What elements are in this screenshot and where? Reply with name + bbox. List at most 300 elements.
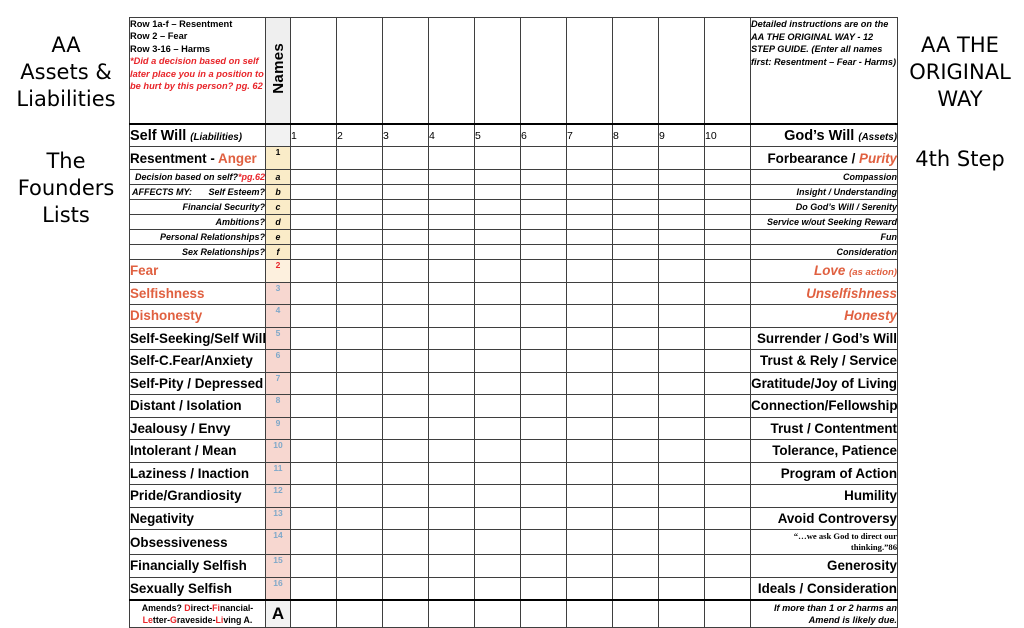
row-11-number: 11 xyxy=(266,462,291,485)
row-14-entry-5[interactable] xyxy=(475,530,521,555)
row-2-entry-7[interactable] xyxy=(567,260,613,283)
subrow-a-entry-2[interactable] xyxy=(337,170,383,185)
subrow-d-entry-1[interactable] xyxy=(291,215,337,230)
subrow-c-asset: Do God’s Will / Serenity xyxy=(751,200,898,215)
subrow-d-letter: d xyxy=(266,215,291,230)
row-12-entry-7[interactable] xyxy=(567,485,613,508)
row-10-entry-7[interactable] xyxy=(567,440,613,463)
subrow-c-entry-7[interactable] xyxy=(567,200,613,215)
row-14-entry-9[interactable] xyxy=(659,530,705,555)
row-11-entry-6[interactable] xyxy=(521,462,567,485)
subrow-e-entry-8[interactable] xyxy=(613,230,659,245)
subrow-f-entry-7[interactable] xyxy=(567,245,613,260)
subrow-e-entry-5[interactable] xyxy=(475,230,521,245)
inventory-row xyxy=(130,350,898,373)
row-6-entry-10[interactable] xyxy=(705,350,751,373)
row-2-entry-3[interactable] xyxy=(383,260,429,283)
row-10-entry-9[interactable] xyxy=(659,440,705,463)
row-2-entry-4[interactable] xyxy=(429,260,475,283)
amends-entry-6[interactable] xyxy=(521,600,567,628)
row-10-entry-5[interactable] xyxy=(475,440,521,463)
row-10-entry-1[interactable] xyxy=(291,440,337,463)
row-4-entry-9[interactable] xyxy=(659,305,705,328)
row-12-entry-10[interactable] xyxy=(705,485,751,508)
row-4-entry-7[interactable] xyxy=(567,305,613,328)
row-7-entry-4[interactable] xyxy=(429,372,475,395)
row-15-entry-5[interactable] xyxy=(475,555,521,578)
row-16-entry-3[interactable] xyxy=(383,577,429,600)
row-1-entry-6[interactable] xyxy=(521,147,567,170)
row-2-entry-9[interactable] xyxy=(659,260,705,283)
row-1-asset xyxy=(751,147,898,170)
row-6-entry-6[interactable] xyxy=(521,350,567,373)
subrow-d-entry-2[interactable] xyxy=(337,215,383,230)
row-2-entry-5[interactable] xyxy=(475,260,521,283)
inventory-grid xyxy=(129,17,898,628)
row-3-entry-3[interactable] xyxy=(383,282,429,305)
row-9-entry-4[interactable] xyxy=(429,417,475,440)
amends-entry-8[interactable] xyxy=(613,600,659,628)
row-11-entry-7[interactable] xyxy=(567,462,613,485)
row-7-entry-7[interactable] xyxy=(567,372,613,395)
row-8-entry-2[interactable] xyxy=(337,395,383,418)
subrow-f-entry-2[interactable] xyxy=(337,245,383,260)
column-number-10: 10 xyxy=(705,124,751,147)
subrow-c-entry-9[interactable] xyxy=(659,200,705,215)
row-4-entry-1[interactable] xyxy=(291,305,337,328)
row-12-number: 12 xyxy=(266,485,291,508)
row-16-entry-6[interactable] xyxy=(521,577,567,600)
subrow-b-entry-7[interactable] xyxy=(567,185,613,200)
row-1-asset-accent: Purity xyxy=(859,150,897,166)
amends-note: If more than 1 or 2 harms an Amend is likely due. xyxy=(751,600,898,628)
row-14-entry-10[interactable] xyxy=(705,530,751,555)
subrow-e-entry-2[interactable] xyxy=(337,230,383,245)
subrow-f-entry-6[interactable] xyxy=(521,245,567,260)
amends-entry-3[interactable] xyxy=(383,600,429,628)
header-band-entry-4[interactable] xyxy=(429,18,475,125)
row-10-entry-2[interactable] xyxy=(337,440,383,463)
inventory-row xyxy=(130,577,898,600)
row-13-entry-8[interactable] xyxy=(613,507,659,530)
row-9-liability xyxy=(130,417,266,440)
row-16-entry-9[interactable] xyxy=(659,577,705,600)
subrow-a-question: Decision based on self? xyxy=(134,172,238,182)
row-9-entry-10[interactable] xyxy=(705,417,751,440)
row-2-entry-8[interactable] xyxy=(613,260,659,283)
subrow-a-entry-9[interactable] xyxy=(659,170,705,185)
row-4-entry-2[interactable] xyxy=(337,305,383,328)
row-12-asset-text: Humility xyxy=(844,488,897,504)
row-13-entry-2[interactable] xyxy=(337,507,383,530)
subrow-c-entry-1[interactable] xyxy=(291,200,337,215)
subrow-f-entry-10[interactable] xyxy=(705,245,751,260)
number-column-header xyxy=(266,124,291,147)
row-3-entry-7[interactable] xyxy=(567,282,613,305)
header-band-entry-3[interactable] xyxy=(383,18,429,125)
row-11-entry-10[interactable] xyxy=(705,462,751,485)
row-10-entry-8[interactable] xyxy=(613,440,659,463)
row-2-asset-text: Love xyxy=(814,263,846,279)
inventory-subrow xyxy=(130,215,898,230)
row-5-entry-4[interactable] xyxy=(429,327,475,350)
row-5-entry-5[interactable] xyxy=(475,327,521,350)
row-1-entry-8[interactable] xyxy=(613,147,659,170)
amends-label xyxy=(130,600,266,628)
row-15-entry-1[interactable] xyxy=(291,555,337,578)
amends-label-line-2: Letter-Graveside-Living A. xyxy=(142,615,253,625)
row-4-number: 4 xyxy=(266,305,291,328)
row-8-entry-8[interactable] xyxy=(613,395,659,418)
row-1-entry-9[interactable] xyxy=(659,147,705,170)
row-9-entry-8[interactable] xyxy=(613,417,659,440)
header-band-entry-2[interactable] xyxy=(337,18,383,125)
row-1-entry-4[interactable] xyxy=(429,147,475,170)
row-12-entry-2[interactable] xyxy=(337,485,383,508)
row-2-entry-2[interactable] xyxy=(337,260,383,283)
row-1-entry-3[interactable] xyxy=(383,147,429,170)
subrow-a-entry-8[interactable] xyxy=(613,170,659,185)
inventory-row xyxy=(130,147,898,170)
row-7-entry-1[interactable] xyxy=(291,372,337,395)
row-14-entry-4[interactable] xyxy=(429,530,475,555)
row-11-liability xyxy=(130,462,266,485)
amends-row xyxy=(130,600,898,628)
row-16-asset-text: Ideals / Consideration xyxy=(757,580,897,596)
row-1-entry-2[interactable] xyxy=(337,147,383,170)
subrow-a-entry-6[interactable] xyxy=(521,170,567,185)
subrow-e-entry-7[interactable] xyxy=(567,230,613,245)
subrow-e-entry-6[interactable] xyxy=(521,230,567,245)
row-10-asset xyxy=(751,440,898,463)
row-6-asset-text: Trust & Rely / Service xyxy=(760,353,897,369)
row-1-entry-5[interactable] xyxy=(475,147,521,170)
header-band-entry-6[interactable] xyxy=(521,18,567,125)
amends-entry-1[interactable] xyxy=(291,600,337,628)
subrow-d-asset: Service w/out Seeking Reward xyxy=(751,215,898,230)
row-14-asset xyxy=(751,530,898,555)
inventory-row xyxy=(130,305,898,328)
row-15-entry-2[interactable] xyxy=(337,555,383,578)
row-8-entry-7[interactable] xyxy=(567,395,613,418)
inventory-row xyxy=(130,555,898,578)
row-9-entry-5[interactable] xyxy=(475,417,521,440)
row-10-entry-4[interactable] xyxy=(429,440,475,463)
subrow-b-entry-4[interactable] xyxy=(429,185,475,200)
subrow-c-entry-3[interactable] xyxy=(383,200,429,215)
row-10-entry-3[interactable] xyxy=(383,440,429,463)
row-13-entry-1[interactable] xyxy=(291,507,337,530)
row-6-entry-2[interactable] xyxy=(337,350,383,373)
row-9-entry-9[interactable] xyxy=(659,417,705,440)
subrow-a-entry-10[interactable] xyxy=(705,170,751,185)
row-2-entry-6[interactable] xyxy=(521,260,567,283)
row-1-entry-10[interactable] xyxy=(705,147,751,170)
row-1-number: 1 xyxy=(266,147,291,170)
subrow-a-entry-4[interactable] xyxy=(429,170,475,185)
amends-entry-2[interactable] xyxy=(337,600,383,628)
row-6-entry-5[interactable] xyxy=(475,350,521,373)
row-7-entry-2[interactable] xyxy=(337,372,383,395)
row-12-entry-1[interactable] xyxy=(291,485,337,508)
subrow-a-entry-7[interactable] xyxy=(567,170,613,185)
row-12-entry-4[interactable] xyxy=(429,485,475,508)
subrow-d-entry-7[interactable] xyxy=(567,215,613,230)
subrow-e-entry-1[interactable] xyxy=(291,230,337,245)
subrow-f-entry-3[interactable] xyxy=(383,245,429,260)
subrow-b-letter: b xyxy=(266,185,291,200)
row-12-entry-3[interactable] xyxy=(383,485,429,508)
row-11-entry-3[interactable] xyxy=(383,462,429,485)
header-band-entry-8[interactable] xyxy=(613,18,659,125)
row-6-entry-3[interactable] xyxy=(383,350,429,373)
row-5-entry-7[interactable] xyxy=(567,327,613,350)
row-4-entry-10[interactable] xyxy=(705,305,751,328)
row-11-entry-4[interactable] xyxy=(429,462,475,485)
row-3-entry-4[interactable] xyxy=(429,282,475,305)
row-6-entry-9[interactable] xyxy=(659,350,705,373)
row-13-entry-4[interactable] xyxy=(429,507,475,530)
subrow-f-entry-1[interactable] xyxy=(291,245,337,260)
subrow-b-entry-5[interactable] xyxy=(475,185,521,200)
row-9-entry-1[interactable] xyxy=(291,417,337,440)
row-6-liability xyxy=(130,350,266,373)
row-15-entry-6[interactable] xyxy=(521,555,567,578)
row-8-entry-6[interactable] xyxy=(521,395,567,418)
row-7-entry-5[interactable] xyxy=(475,372,521,395)
names-column-header-label: Names xyxy=(269,42,287,94)
row-7-number: 7 xyxy=(266,372,291,395)
row-3-entry-8[interactable] xyxy=(613,282,659,305)
row-4-entry-8[interactable] xyxy=(613,305,659,328)
subrow-d-entry-10[interactable] xyxy=(705,215,751,230)
row-15-liability xyxy=(130,555,266,578)
subrow-b-entry-6[interactable] xyxy=(521,185,567,200)
row-9-entry-3[interactable] xyxy=(383,417,429,440)
row-4-liability xyxy=(130,305,266,328)
row-12-entry-8[interactable] xyxy=(613,485,659,508)
row-8-entry-3[interactable] xyxy=(383,395,429,418)
subrow-f-entry-8[interactable] xyxy=(613,245,659,260)
row-16-entry-8[interactable] xyxy=(613,577,659,600)
row-16-entry-10[interactable] xyxy=(705,577,751,600)
row-6-entry-1[interactable] xyxy=(291,350,337,373)
header-band-entry-5[interactable] xyxy=(475,18,521,125)
row-7-entry-6[interactable] xyxy=(521,372,567,395)
row-10-liability-text: Intolerant / Mean xyxy=(130,443,237,459)
row-12-entry-6[interactable] xyxy=(521,485,567,508)
row-5-entry-1[interactable] xyxy=(291,327,337,350)
subrow-b-entry-8[interactable] xyxy=(613,185,659,200)
row-15-entry-9[interactable] xyxy=(659,555,705,578)
row-16-number: 16 xyxy=(266,577,291,600)
row-2-entry-10[interactable] xyxy=(705,260,751,283)
row-9-entry-7[interactable] xyxy=(567,417,613,440)
row-3-entry-5[interactable] xyxy=(475,282,521,305)
row-4-entry-6[interactable] xyxy=(521,305,567,328)
row-14-entry-2[interactable] xyxy=(337,530,383,555)
instructions-cell: Detailed instructions are on the AA THE ORIGINAL WAY - 12 STEP GUIDE. (Enter all names first: Resentment – Fear - Harms) xyxy=(751,18,898,125)
subrow-f-entry-4[interactable] xyxy=(429,245,475,260)
subrow-e-entry-10[interactable] xyxy=(705,230,751,245)
row-7-entry-8[interactable] xyxy=(613,372,659,395)
row-5-liability xyxy=(130,327,266,350)
subrow-c-entry-8[interactable] xyxy=(613,200,659,215)
subrow-d-entry-4[interactable] xyxy=(429,215,475,230)
column-number-2: 2 xyxy=(337,124,383,147)
subrow-d-entry-9[interactable] xyxy=(659,215,705,230)
subrow-c-entry-2[interactable] xyxy=(337,200,383,215)
row-6-entry-4[interactable] xyxy=(429,350,475,373)
row-13-entry-6[interactable] xyxy=(521,507,567,530)
row-3-entry-1[interactable] xyxy=(291,282,337,305)
subrow-a-entry-3[interactable] xyxy=(383,170,429,185)
subrow-f-entry-9[interactable] xyxy=(659,245,705,260)
row-13-asset xyxy=(751,507,898,530)
subrow-e-entry-4[interactable] xyxy=(429,230,475,245)
row-8-entry-10[interactable] xyxy=(705,395,751,418)
left-heading-assets-liabilities xyxy=(4,32,128,113)
row-4-entry-5[interactable] xyxy=(475,305,521,328)
subrow-f-asset: Consideration xyxy=(751,245,898,260)
subrow-a-entry-5[interactable] xyxy=(475,170,521,185)
row-15-entry-8[interactable] xyxy=(613,555,659,578)
subrow-d-entry-8[interactable] xyxy=(613,215,659,230)
row-14-entry-7[interactable] xyxy=(567,530,613,555)
subrow-c-entry-10[interactable] xyxy=(705,200,751,215)
row-2-entry-1[interactable] xyxy=(291,260,337,283)
amends-entry-5[interactable] xyxy=(475,600,521,628)
row-11-entry-9[interactable] xyxy=(659,462,705,485)
row-15-entry-10[interactable] xyxy=(705,555,751,578)
row-3-number: 3 xyxy=(266,282,291,305)
row-5-entry-6[interactable] xyxy=(521,327,567,350)
row-15-entry-4[interactable] xyxy=(429,555,475,578)
row-12-entry-5[interactable] xyxy=(475,485,521,508)
row-5-asset xyxy=(751,327,898,350)
subrow-a-label xyxy=(130,170,266,185)
amends-entry-10[interactable] xyxy=(705,600,751,628)
inventory-subrow xyxy=(130,230,898,245)
subrow-d-entry-5[interactable] xyxy=(475,215,521,230)
subrow-b-entry-9[interactable] xyxy=(659,185,705,200)
row-4-entry-3[interactable] xyxy=(383,305,429,328)
row-15-entry-3[interactable] xyxy=(383,555,429,578)
amends-entry-7[interactable] xyxy=(567,600,613,628)
row-16-entry-1[interactable] xyxy=(291,577,337,600)
row-13-entry-5[interactable] xyxy=(475,507,521,530)
row-12-entry-9[interactable] xyxy=(659,485,705,508)
row-7-entry-10[interactable] xyxy=(705,372,751,395)
row-6-entry-7[interactable] xyxy=(567,350,613,373)
row-11-entry-8[interactable] xyxy=(613,462,659,485)
row-11-entry-2[interactable] xyxy=(337,462,383,485)
row-14-entry-3[interactable] xyxy=(383,530,429,555)
row-1-entry-1[interactable] xyxy=(291,147,337,170)
row-13-entry-10[interactable] xyxy=(705,507,751,530)
row-14-entry-1[interactable] xyxy=(291,530,337,555)
left-heading-founders-lists-text: The Founders Lists xyxy=(17,149,115,227)
row-14-entry-6[interactable] xyxy=(521,530,567,555)
inventory-row xyxy=(130,327,898,350)
row-3-entry-9[interactable] xyxy=(659,282,705,305)
subrow-f-entry-5[interactable] xyxy=(475,245,521,260)
row-1-liability xyxy=(130,147,266,170)
row-5-entry-3[interactable] xyxy=(383,327,429,350)
column-number-4: 4 xyxy=(429,124,475,147)
subrow-b-entry-3[interactable] xyxy=(383,185,429,200)
row-13-entry-9[interactable] xyxy=(659,507,705,530)
header-band-entry-9[interactable] xyxy=(659,18,705,125)
row-5-entry-8[interactable] xyxy=(613,327,659,350)
row-7-entry-9[interactable] xyxy=(659,372,705,395)
subrow-e-label xyxy=(130,230,266,245)
subrow-c-entry-6[interactable] xyxy=(521,200,567,215)
row-16-entry-7[interactable] xyxy=(567,577,613,600)
row-16-entry-4[interactable] xyxy=(429,577,475,600)
row-3-entry-10[interactable] xyxy=(705,282,751,305)
row-1-entry-7[interactable] xyxy=(567,147,613,170)
header-band-entry-7[interactable] xyxy=(567,18,613,125)
subrow-d-entry-3[interactable] xyxy=(383,215,429,230)
row-10-entry-10[interactable] xyxy=(705,440,751,463)
row-8-entry-9[interactable] xyxy=(659,395,705,418)
row-14-entry-8[interactable] xyxy=(613,530,659,555)
row-15-entry-7[interactable] xyxy=(567,555,613,578)
row-16-entry-2[interactable] xyxy=(337,577,383,600)
subrow-e-entry-3[interactable] xyxy=(383,230,429,245)
header-note-line-3: Row 3-16 – Harms xyxy=(130,43,211,54)
amends-entry-9[interactable] xyxy=(659,600,705,628)
row-3-entry-6[interactable] xyxy=(521,282,567,305)
row-13-entry-7[interactable] xyxy=(567,507,613,530)
row-9-entry-6[interactable] xyxy=(521,417,567,440)
row-10-entry-6[interactable] xyxy=(521,440,567,463)
subrow-f-question: Sex Relationships? xyxy=(181,247,265,257)
subrow-d-label xyxy=(130,215,266,230)
row-5-entry-2[interactable] xyxy=(337,327,383,350)
row-13-entry-3[interactable] xyxy=(383,507,429,530)
row-6-entry-8[interactable] xyxy=(613,350,659,373)
subrow-a-entry-1[interactable] xyxy=(291,170,337,185)
subrow-b-entry-1[interactable] xyxy=(291,185,337,200)
header-band-entry-10[interactable] xyxy=(705,18,751,125)
subrow-c-entry-4[interactable] xyxy=(429,200,475,215)
row-16-entry-5[interactable] xyxy=(475,577,521,600)
subrow-b-entry-2[interactable] xyxy=(337,185,383,200)
row-7-liability xyxy=(130,372,266,395)
row-11-entry-5[interactable] xyxy=(475,462,521,485)
header-notes-cell xyxy=(130,18,266,125)
row-8-entry-4[interactable] xyxy=(429,395,475,418)
subrow-e-entry-9[interactable] xyxy=(659,230,705,245)
row-8-entry-1[interactable] xyxy=(291,395,337,418)
row-11-entry-1[interactable] xyxy=(291,462,337,485)
subrow-c-entry-5[interactable] xyxy=(475,200,521,215)
subrow-d-entry-6[interactable] xyxy=(521,215,567,230)
row-5-entry-9[interactable] xyxy=(659,327,705,350)
amends-entry-4[interactable] xyxy=(429,600,475,628)
row-8-entry-5[interactable] xyxy=(475,395,521,418)
row-9-entry-2[interactable] xyxy=(337,417,383,440)
row-4-entry-4[interactable] xyxy=(429,305,475,328)
row-5-entry-10[interactable] xyxy=(705,327,751,350)
row-3-entry-2[interactable] xyxy=(337,282,383,305)
row-7-entry-3[interactable] xyxy=(383,372,429,395)
header-band-entry-1[interactable] xyxy=(291,18,337,125)
subrow-b-entry-10[interactable] xyxy=(705,185,751,200)
row-6-liability-text: Self-C.Fear/Anxiety xyxy=(130,353,253,369)
